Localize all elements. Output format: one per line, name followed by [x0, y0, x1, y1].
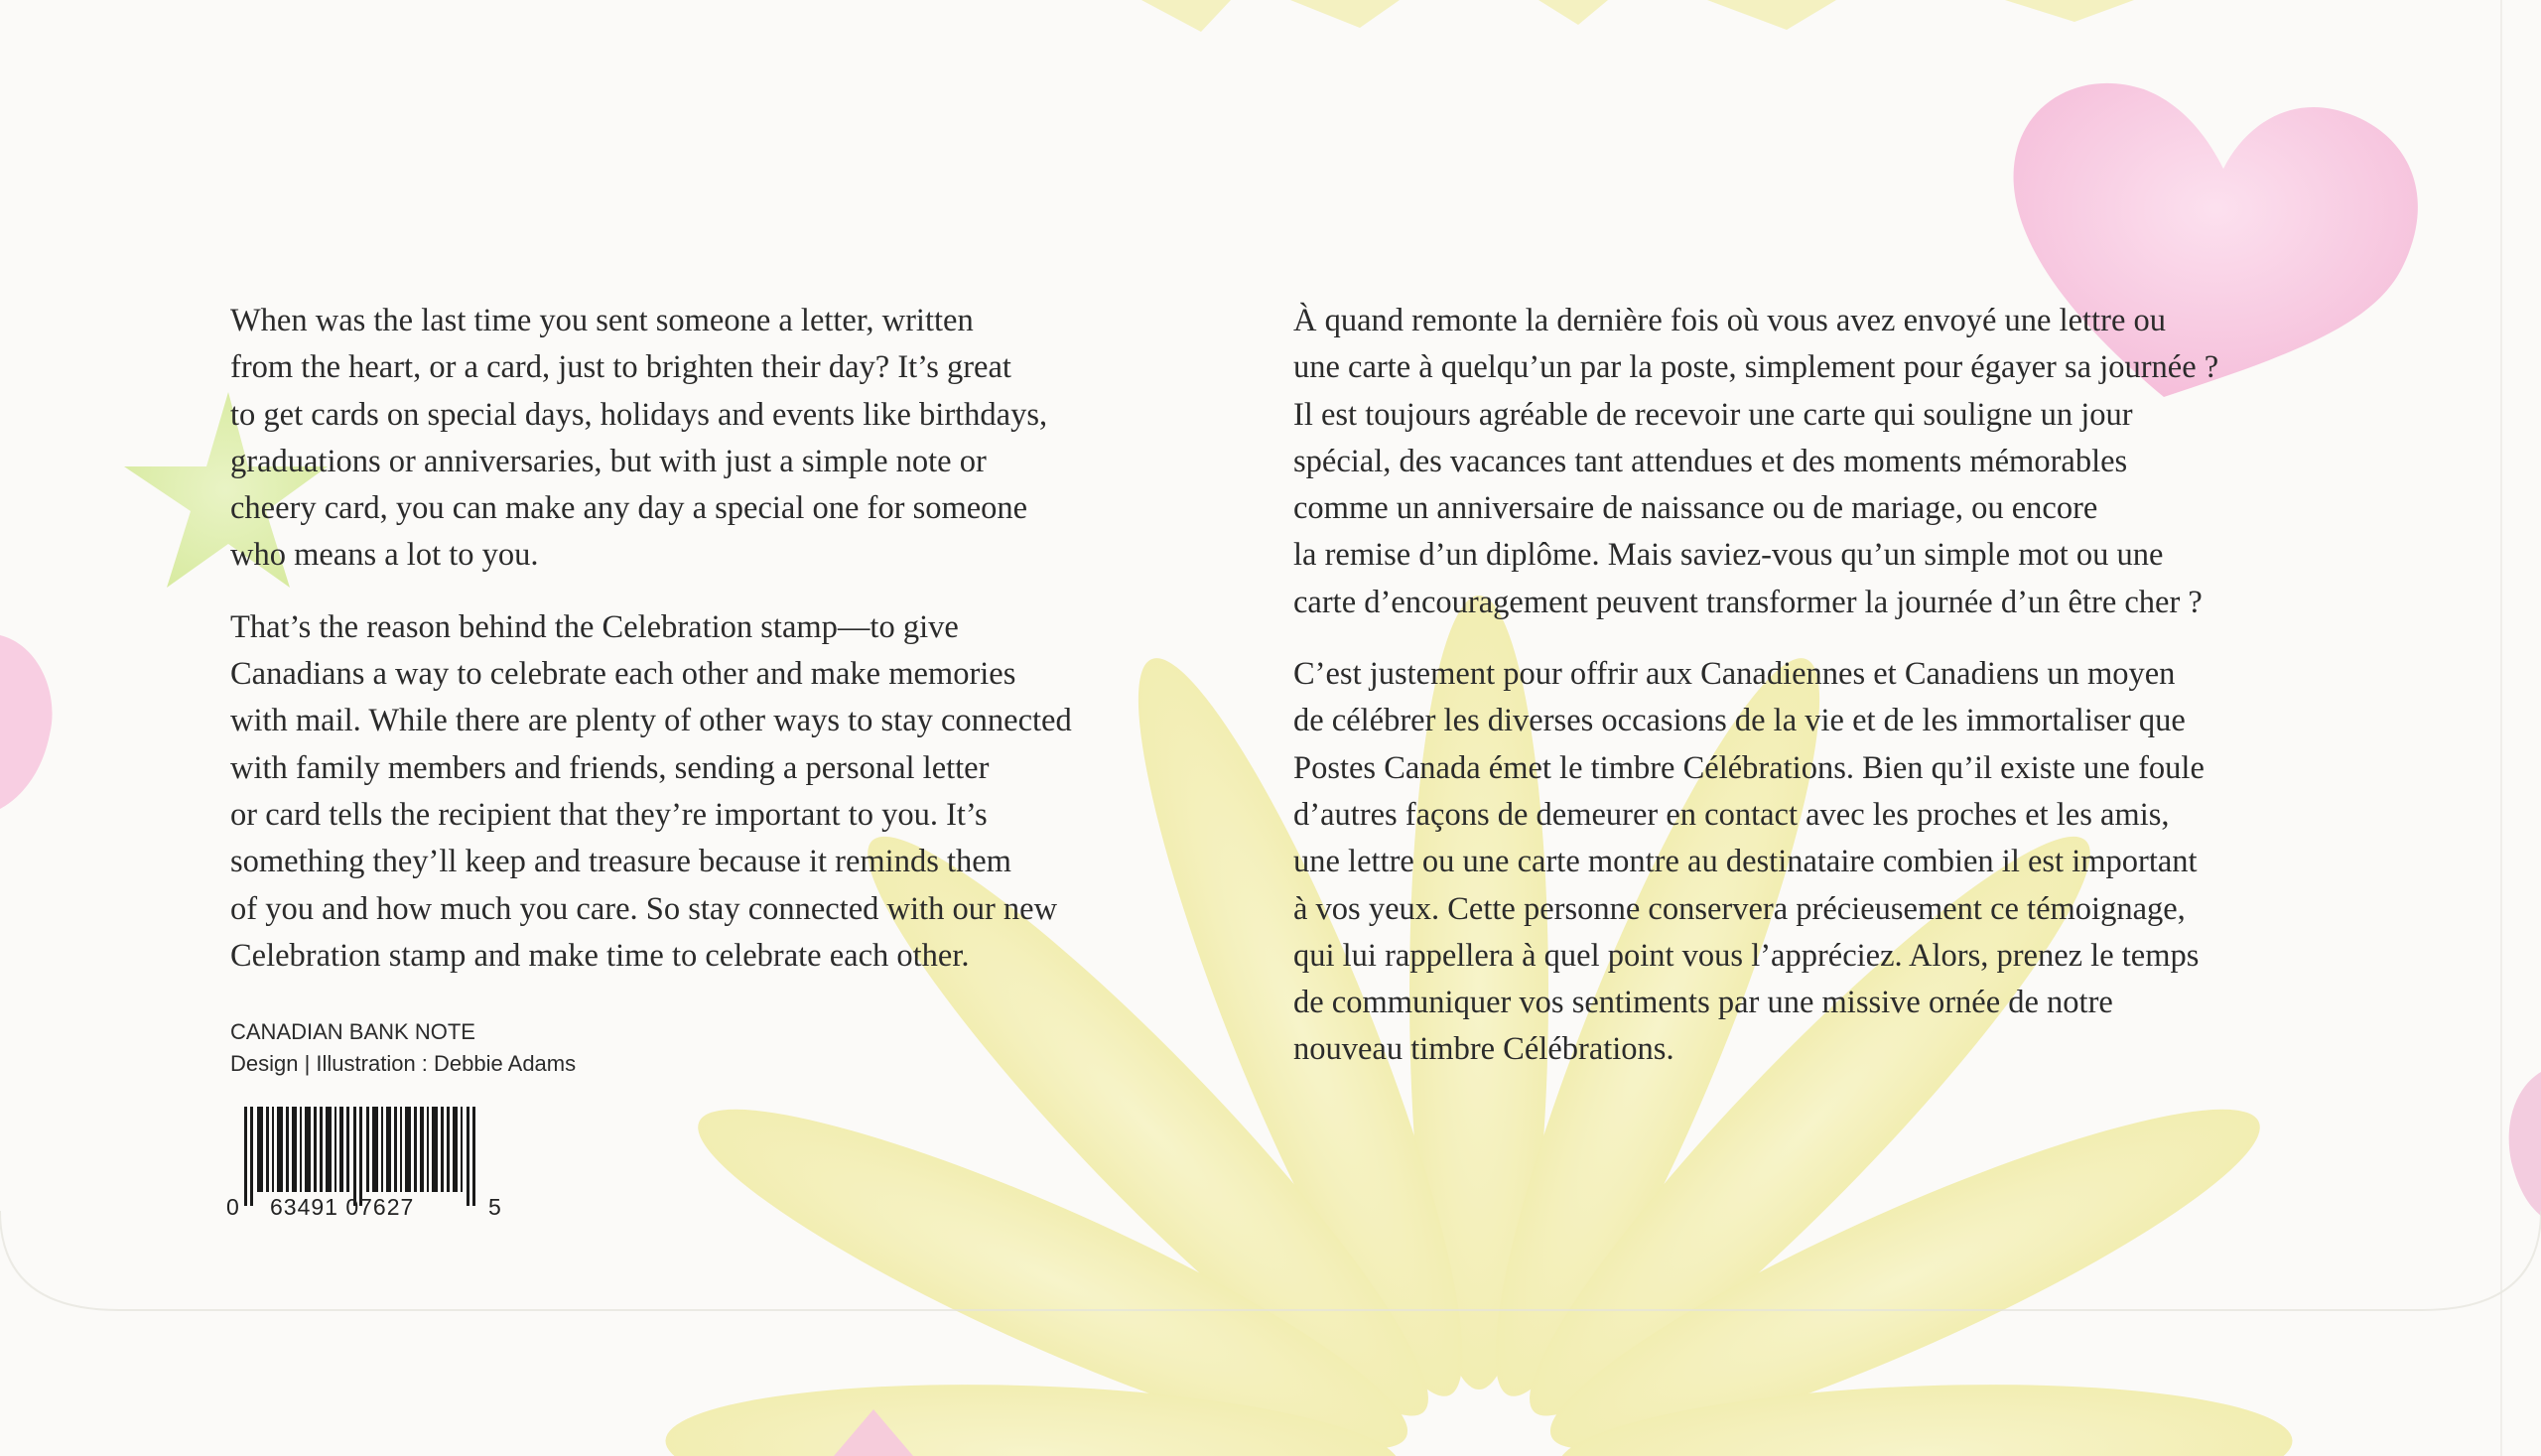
barcode-bars — [244, 1107, 487, 1206]
barcode-number: 63491 07627 — [270, 1194, 415, 1220]
french-text-column — [1293, 298, 2405, 1074]
top-flower-petals — [1141, 0, 2134, 32]
barcode — [226, 1107, 506, 1228]
left-heart-icon — [0, 635, 53, 809]
french-paragraph-1: À quand remonte la dernière fois où vous avez envoyé une lettre ou une carte à quelqu’un par la poste, simplement pour égayer sa journée ? Il est toujours agréable de recevoir une carte qui souligne un jour spécial, des vacances tant attendues et des moments mémorables comme un anniversaire de naissance ou de mariage, ou encore la remise d’un diplôme. Mais saviez-vous qu’un simple mot ou une carte d’encouragement peuvent transformer la journée d’un être cher ? — [1293, 303, 2219, 620]
barcode-left-digit: 0 — [226, 1194, 240, 1220]
printer-credit: CANADIAN BANK NOTE — [230, 1019, 475, 1044]
design-credit: Design | Illustration : Debbie Adams — [230, 1051, 577, 1076]
english-text-column — [230, 298, 1243, 980]
english-paragraph-1: When was the last time you sent someone a letter, written from the heart, or a card, just to brighten their day? It’s great to get cards on special days, holidays and events like birthdays, graduations or anniversaries, but with just a simple note or cheery card, you can make any day a special one for someone who means a lot to you. — [230, 303, 1048, 574]
credits — [230, 1016, 576, 1080]
right-heart-icon — [2509, 1072, 2541, 1216]
english-paragraph-2: That’s the reason behind the Celebration stamp—to give Canadians a way to celebrate each other and make memories with mail. While there are plenty of other ways to stay connected with family members and friends, sending a personal letter or card tells the recipient that they’re important to you. It’s something they’ll keep and treasure because it reminds them of you and how much you care. So stay connected with our new Celebration stamp and make time to celebrate each other. — [230, 608, 1072, 974]
barcode-right-digit: 5 — [488, 1194, 502, 1220]
french-paragraph-2: C’est justement pour offrir aux Canadiennes et Canadiens un moyen de célébrer les diverses occasions de la vie et de les immortaliser que Postes Canada émet le timbre Célébrations. Bien qu’il existe une foule d’autres façons de demeurer en contact avec les proches et les amis, une lettre ou une carte montre au destinataire combien il est important à vos yeux. Cette personne conservera précieusement ce témoignage, qui lui rappellera à quel point vous l’appréciez. Alors, prenez le temps de communiquer vos sentiments par une missive ornée de notre nouveau timbre Célébrations. — [1293, 656, 2205, 1068]
